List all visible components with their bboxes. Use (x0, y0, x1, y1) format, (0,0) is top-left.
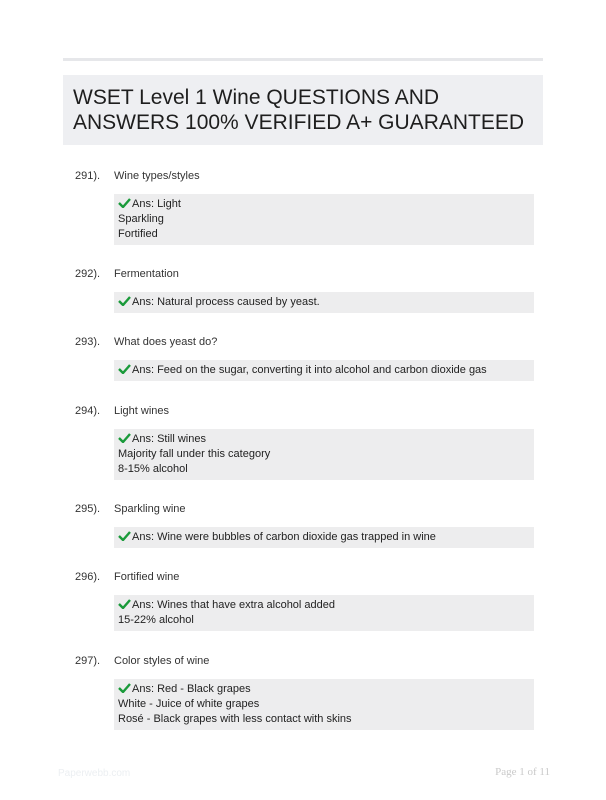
answer-box (114, 292, 534, 313)
answer-line: Sparkling (118, 213, 164, 225)
page-number: Page 1 of 11 (495, 766, 550, 778)
question-text: Fortified wine (114, 571, 180, 583)
answer-line: White - Juice of white grapes (118, 698, 260, 710)
question-number: 293). (75, 336, 101, 348)
answer-line: Ans: Feed on the sugar, converting it into alcohol and carbon dioxide gas (132, 364, 487, 376)
question-text: What does yeast do? (114, 336, 218, 348)
question-number: 292). (75, 268, 101, 280)
question-number: 297). (75, 655, 101, 667)
document-title: WSET Level 1 Wine QUESTIONS AND ANSWERS 100% VERIFIED A+ GUARANTEED (73, 86, 525, 134)
answer-line: 8-15% alcohol (118, 463, 188, 475)
checkmark-icon (118, 599, 131, 609)
checkmark-icon (118, 198, 131, 208)
answer-box (114, 429, 534, 480)
question-number: 294). (75, 405, 101, 417)
top-divider (63, 58, 543, 61)
answer-box (114, 194, 534, 245)
checkmark-icon (118, 683, 131, 693)
answer-line: 15-22% alcohol (118, 614, 194, 626)
footer-watermark: Paperwebb.com (58, 768, 131, 779)
checkmark-icon (118, 531, 131, 541)
answer-line: Fortified (118, 228, 158, 240)
answer-line: Ans: Wine were bubbles of carbon dioxide gas trapped in wine (132, 531, 436, 543)
answer-line: Ans: Natural process caused by yeast. (132, 296, 320, 308)
answer-line: Ans: Red - Black grapes (132, 683, 251, 695)
answer-box (114, 360, 534, 381)
question-number: 296). (75, 571, 101, 583)
answer-box (114, 595, 534, 631)
question-number: 295). (75, 503, 101, 515)
question-text: Light wines (114, 405, 170, 417)
answer-line: Ans: Still wines (132, 433, 206, 445)
checkmark-icon (118, 296, 131, 306)
answer-box (114, 527, 534, 548)
checkmark-icon (118, 364, 131, 374)
answer-line: Rosé - Black grapes with less contact with skins (118, 713, 352, 725)
question-text: Wine types/styles (114, 170, 200, 182)
question-text: Color styles of wine (114, 655, 210, 667)
answer-line: Ans: Light (132, 198, 181, 210)
answer-box (114, 679, 534, 730)
question-text: Sparkling wine (114, 503, 186, 515)
question-number: 291). (75, 170, 101, 182)
answer-line: Ans: Wines that have extra alcohol added (132, 599, 336, 611)
title-banner (63, 75, 543, 145)
question-text: Fermentation (114, 268, 179, 280)
answer-line: Majority fall under this category (118, 448, 271, 460)
checkmark-icon (118, 433, 131, 443)
